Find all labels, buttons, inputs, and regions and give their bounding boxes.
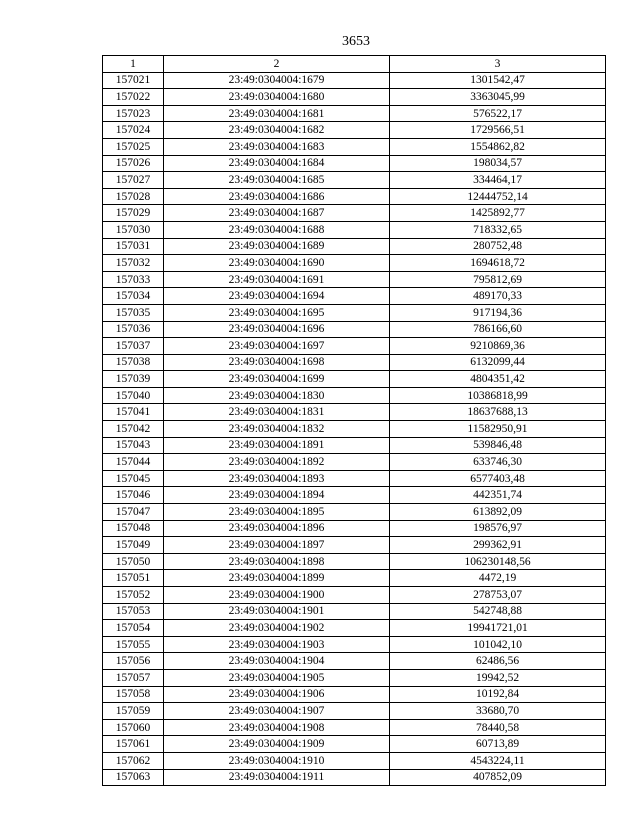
table-row [103, 387, 606, 404]
value-cell: 18637688,13 [390, 404, 606, 421]
value-cell: 198034,57 [390, 155, 606, 172]
table-row [103, 752, 606, 769]
row-number-cell: 157052 [103, 587, 164, 604]
value-cell: 280752,48 [390, 238, 606, 255]
row-number-cell: 157021 [103, 72, 164, 89]
table-row [103, 736, 606, 753]
row-number-cell: 157056 [103, 653, 164, 670]
value-cell: 198576,97 [390, 520, 606, 537]
header-row [103, 56, 606, 73]
row-number-cell: 157022 [103, 89, 164, 106]
table-row [103, 686, 606, 703]
cadastral-number-cell: 23:49:0304004:1830 [164, 387, 390, 404]
table-row [103, 520, 606, 537]
table-row [103, 138, 606, 155]
table-row [103, 371, 606, 388]
table-row [103, 288, 606, 305]
value-cell: 795812,69 [390, 271, 606, 288]
value-cell: 334464,17 [390, 172, 606, 189]
cadastral-number-cell: 23:49:0304004:1688 [164, 221, 390, 238]
table-row [103, 321, 606, 338]
cadastral-number-cell: 23:49:0304004:1831 [164, 404, 390, 421]
row-number-cell: 157057 [103, 669, 164, 686]
cadastral-number-cell: 23:49:0304004:1895 [164, 504, 390, 521]
row-number-cell: 157045 [103, 470, 164, 487]
value-cell: 106230148,56 [390, 553, 606, 570]
cadastral-number-cell: 23:49:0304004:1696 [164, 321, 390, 338]
cadastral-number-cell: 23:49:0304004:1900 [164, 587, 390, 604]
table-row [103, 404, 606, 421]
cadastral-number-cell: 23:49:0304004:1902 [164, 620, 390, 637]
cadastral-number-cell: 23:49:0304004:1901 [164, 603, 390, 620]
table-row [103, 470, 606, 487]
table-row [103, 504, 606, 521]
cadastral-number-cell: 23:49:0304004:1690 [164, 255, 390, 272]
cadastral-number-cell: 23:49:0304004:1906 [164, 686, 390, 703]
table-row [103, 354, 606, 371]
value-cell: 62486,56 [390, 653, 606, 670]
row-number-cell: 157036 [103, 321, 164, 338]
table-row [103, 221, 606, 238]
value-cell: 4472,19 [390, 570, 606, 587]
value-cell: 3363045,99 [390, 89, 606, 106]
value-cell: 60713,89 [390, 736, 606, 753]
table-row [103, 255, 606, 272]
cadastral-number-cell: 23:49:0304004:1891 [164, 437, 390, 454]
cadastral-number-cell: 23:49:0304004:1907 [164, 703, 390, 720]
table-row [103, 271, 606, 288]
cadastral-number-cell: 23:49:0304004:1681 [164, 105, 390, 122]
table-row [103, 454, 606, 471]
value-cell: 78440,58 [390, 719, 606, 736]
column-header-1: 1 [103, 56, 164, 73]
row-number-cell: 157035 [103, 304, 164, 321]
row-number-cell: 157053 [103, 603, 164, 620]
row-number-cell: 157026 [103, 155, 164, 172]
row-number-cell: 157051 [103, 570, 164, 587]
value-cell: 12444752,14 [390, 188, 606, 205]
value-cell: 4804351,42 [390, 371, 606, 388]
row-number-cell: 157050 [103, 553, 164, 570]
value-cell: 9210869,36 [390, 338, 606, 355]
table-row [103, 122, 606, 139]
cadastral-number-cell: 23:49:0304004:1896 [164, 520, 390, 537]
cadastral-number-cell: 23:49:0304004:1683 [164, 138, 390, 155]
row-number-cell: 157049 [103, 537, 164, 554]
cadastral-number-cell: 23:49:0304004:1682 [164, 122, 390, 139]
table-row [103, 437, 606, 454]
table-row [103, 587, 606, 604]
value-cell: 576522,17 [390, 105, 606, 122]
cadastral-number-cell: 23:49:0304004:1893 [164, 470, 390, 487]
row-number-cell: 157030 [103, 221, 164, 238]
table-row [103, 188, 606, 205]
value-cell: 11582950,91 [390, 421, 606, 438]
row-number-cell: 157047 [103, 504, 164, 521]
row-number-cell: 157063 [103, 769, 164, 786]
value-cell: 10386818,99 [390, 387, 606, 404]
row-number-cell: 157023 [103, 105, 164, 122]
value-cell: 10192,84 [390, 686, 606, 703]
cadastral-number-cell: 23:49:0304004:1911 [164, 769, 390, 786]
cadastral-number-cell: 23:49:0304004:1680 [164, 89, 390, 106]
value-cell: 613892,09 [390, 504, 606, 521]
row-number-cell: 157037 [103, 338, 164, 355]
cadastral-number-cell: 23:49:0304004:1832 [164, 421, 390, 438]
value-cell: 917194,36 [390, 304, 606, 321]
row-number-cell: 157028 [103, 188, 164, 205]
row-number-cell: 157034 [103, 288, 164, 305]
row-number-cell: 157033 [103, 271, 164, 288]
registry-table [102, 55, 606, 786]
row-number-cell: 157060 [103, 719, 164, 736]
row-number-cell: 157038 [103, 354, 164, 371]
table-row [103, 172, 606, 189]
table-row [103, 636, 606, 653]
table-row [103, 537, 606, 554]
value-cell: 1694618,72 [390, 255, 606, 272]
cadastral-number-cell: 23:49:0304004:1694 [164, 288, 390, 305]
row-number-cell: 157046 [103, 487, 164, 504]
table-row [103, 105, 606, 122]
row-number-cell: 157027 [103, 172, 164, 189]
table-row [103, 603, 606, 620]
value-cell: 19942,52 [390, 669, 606, 686]
table-row [103, 72, 606, 89]
table-row [103, 304, 606, 321]
table-row [103, 238, 606, 255]
value-cell: 718332,65 [390, 221, 606, 238]
cadastral-number-cell: 23:49:0304004:1892 [164, 454, 390, 471]
value-cell: 6132099,44 [390, 354, 606, 371]
value-cell: 1301542,47 [390, 72, 606, 89]
table-row [103, 338, 606, 355]
table-row [103, 89, 606, 106]
table-row [103, 769, 606, 786]
table-row [103, 570, 606, 587]
row-number-cell: 157054 [103, 620, 164, 637]
table-body [103, 72, 606, 786]
cadastral-number-cell: 23:49:0304004:1695 [164, 304, 390, 321]
cadastral-number-cell: 23:49:0304004:1698 [164, 354, 390, 371]
cadastral-number-cell: 23:49:0304004:1898 [164, 553, 390, 570]
row-number-cell: 157031 [103, 238, 164, 255]
table-row [103, 703, 606, 720]
row-number-cell: 157044 [103, 454, 164, 471]
cadastral-number-cell: 23:49:0304004:1685 [164, 172, 390, 189]
table-row [103, 620, 606, 637]
cadastral-number-cell: 23:49:0304004:1899 [164, 570, 390, 587]
cadastral-number-cell: 23:49:0304004:1691 [164, 271, 390, 288]
row-number-cell: 157039 [103, 371, 164, 388]
row-number-cell: 157024 [103, 122, 164, 139]
value-cell: 489170,33 [390, 288, 606, 305]
table-row [103, 653, 606, 670]
cadastral-number-cell: 23:49:0304004:1910 [164, 752, 390, 769]
value-cell: 6577403,48 [390, 470, 606, 487]
value-cell: 407852,09 [390, 769, 606, 786]
cadastral-number-cell: 23:49:0304004:1908 [164, 719, 390, 736]
value-cell: 1554862,82 [390, 138, 606, 155]
cadastral-number-cell: 23:49:0304004:1905 [164, 669, 390, 686]
value-cell: 786166,60 [390, 321, 606, 338]
row-number-cell: 157062 [103, 752, 164, 769]
row-number-cell: 157029 [103, 205, 164, 222]
value-cell: 633746,30 [390, 454, 606, 471]
column-header-3: 3 [390, 56, 606, 73]
value-cell: 542748,88 [390, 603, 606, 620]
table-row [103, 553, 606, 570]
cadastral-number-cell: 23:49:0304004:1894 [164, 487, 390, 504]
cadastral-number-cell: 23:49:0304004:1686 [164, 188, 390, 205]
row-number-cell: 157040 [103, 387, 164, 404]
value-cell: 33680,70 [390, 703, 606, 720]
table-row [103, 205, 606, 222]
row-number-cell: 157032 [103, 255, 164, 272]
value-cell: 539846,48 [390, 437, 606, 454]
value-cell: 442351,74 [390, 487, 606, 504]
page-number: 3653 [342, 34, 370, 49]
cadastral-number-cell: 23:49:0304004:1699 [164, 371, 390, 388]
value-cell: 4543224,11 [390, 752, 606, 769]
table-row [103, 487, 606, 504]
cadastral-number-cell: 23:49:0304004:1903 [164, 636, 390, 653]
row-number-cell: 157025 [103, 138, 164, 155]
cadastral-number-cell: 23:49:0304004:1689 [164, 238, 390, 255]
cadastral-number-cell: 23:49:0304004:1897 [164, 537, 390, 554]
cadastral-number-cell: 23:49:0304004:1904 [164, 653, 390, 670]
row-number-cell: 157061 [103, 736, 164, 753]
row-number-cell: 157059 [103, 703, 164, 720]
row-number-cell: 157041 [103, 404, 164, 421]
value-cell: 299362,91 [390, 537, 606, 554]
row-number-cell: 157058 [103, 686, 164, 703]
cadastral-number-cell: 23:49:0304004:1697 [164, 338, 390, 355]
row-number-cell: 157043 [103, 437, 164, 454]
cadastral-number-cell: 23:49:0304004:1687 [164, 205, 390, 222]
value-cell: 101042,10 [390, 636, 606, 653]
value-cell: 278753,07 [390, 587, 606, 604]
table-row [103, 421, 606, 438]
value-cell: 19941721,01 [390, 620, 606, 637]
row-number-cell: 157055 [103, 636, 164, 653]
cadastral-number-cell: 23:49:0304004:1684 [164, 155, 390, 172]
cadastral-number-cell: 23:49:0304004:1909 [164, 736, 390, 753]
row-number-cell: 157042 [103, 421, 164, 438]
cadastral-number-cell: 23:49:0304004:1679 [164, 72, 390, 89]
table-header [103, 56, 606, 73]
value-cell: 1425892,77 [390, 205, 606, 222]
table-row [103, 155, 606, 172]
row-number-cell: 157048 [103, 520, 164, 537]
table-row [103, 669, 606, 686]
column-header-2: 2 [164, 56, 390, 73]
table-row [103, 719, 606, 736]
value-cell: 1729566,51 [390, 122, 606, 139]
